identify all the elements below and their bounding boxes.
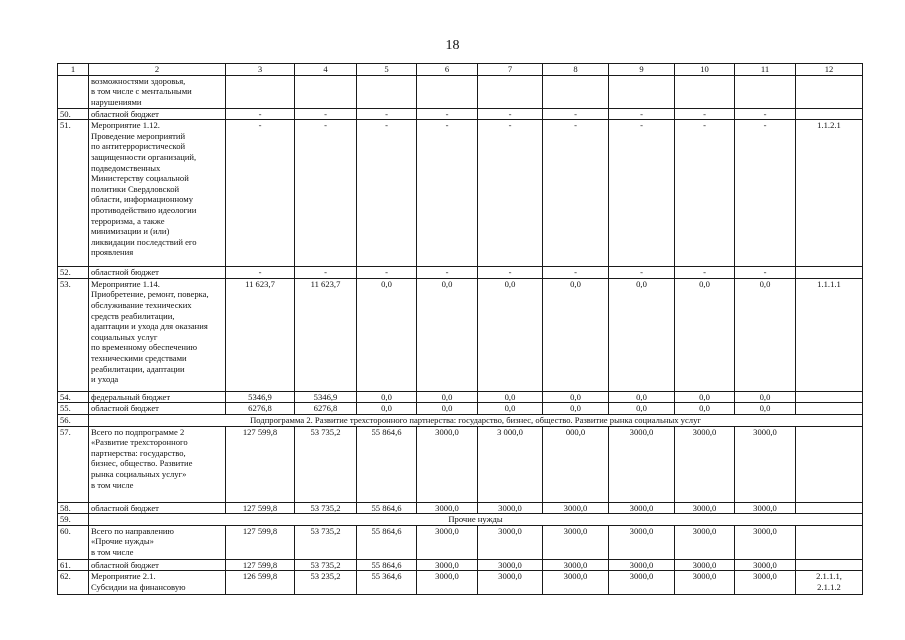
table-row [58, 571, 863, 595]
row-name: областной бюджет [89, 403, 226, 415]
value-cell: 0,0 [609, 391, 675, 403]
value-cell: 3000,0 [735, 571, 796, 595]
section-title: Прочие нужды [89, 514, 863, 526]
value-cell: 0,0 [609, 403, 675, 415]
row-name: областной бюджет [89, 108, 226, 120]
value-cell [609, 75, 675, 108]
value-cell: 127 599,8 [226, 502, 295, 514]
value-cell: - [675, 120, 735, 267]
value-cell [543, 75, 609, 108]
target-code: 1.1.1.1 [796, 278, 863, 391]
row-number: 58. [58, 502, 89, 514]
row-name: Мероприятие 1.14. Приобретение, ремонт, поверка, обслуживание технических средств реабилитации, адаптации и ухода для оказания социальных услуг по временному обеспечению техническими средствами реабилитации, адаптации и ухода [89, 278, 226, 391]
target-code [796, 108, 863, 120]
value-cell: 0,0 [543, 403, 609, 415]
value-cell: - [543, 267, 609, 279]
row-name: возможностями здоровья, в том числе с ментальными нарушениями [89, 75, 226, 108]
value-cell: 3000,0 [675, 525, 735, 559]
value-cell: 3000,0 [478, 525, 543, 559]
value-cell: - [357, 108, 417, 120]
value-cell: 000,0 [543, 426, 609, 502]
row-number: 53. [58, 278, 89, 391]
value-cell: - [295, 108, 357, 120]
column-header: 8 [543, 64, 609, 76]
row-name: Мероприятие 2.1. Субсидии на финансовую [89, 571, 226, 595]
value-cell: - [417, 267, 478, 279]
value-cell: - [675, 267, 735, 279]
value-cell: 0,0 [675, 391, 735, 403]
row-name: областной бюджет [89, 559, 226, 571]
column-header: 4 [295, 64, 357, 76]
value-cell [675, 75, 735, 108]
value-cell: 0,0 [735, 403, 796, 415]
value-cell: 3000,0 [735, 525, 796, 559]
table-row [58, 403, 863, 415]
section-row [58, 514, 863, 526]
value-cell: 55 364,6 [357, 571, 417, 595]
value-cell: 3000,0 [417, 426, 478, 502]
budget-table [57, 63, 863, 595]
value-cell: 0,0 [478, 391, 543, 403]
column-header: 1 [58, 64, 89, 76]
value-cell: 0,0 [478, 278, 543, 391]
value-cell: 5346,9 [295, 391, 357, 403]
column-header: 3 [226, 64, 295, 76]
value-cell: 53 235,2 [295, 571, 357, 595]
table-row [58, 559, 863, 571]
value-cell: 0,0 [357, 403, 417, 415]
value-cell: 0,0 [417, 278, 478, 391]
value-cell: 3000,0 [675, 559, 735, 571]
section-row [58, 414, 863, 426]
table-row [58, 391, 863, 403]
value-cell: 0,0 [735, 278, 796, 391]
value-cell: 3000,0 [478, 559, 543, 571]
value-cell: - [543, 120, 609, 267]
value-cell: - [735, 267, 796, 279]
target-code [796, 525, 863, 559]
value-cell [295, 75, 357, 108]
value-cell: 3000,0 [735, 502, 796, 514]
value-cell: 3000,0 [417, 502, 478, 514]
row-name: Всего по направлению «Прочие нужды» в том числе [89, 525, 226, 559]
column-header: 5 [357, 64, 417, 76]
value-cell: - [295, 120, 357, 267]
page-number: 18 [445, 38, 460, 53]
value-cell: 55 864,6 [357, 559, 417, 571]
table-row [58, 278, 863, 391]
value-cell: 3000,0 [543, 502, 609, 514]
value-cell: - [226, 120, 295, 267]
value-cell: - [675, 108, 735, 120]
value-cell: 0,0 [478, 403, 543, 415]
value-cell: 0,0 [543, 391, 609, 403]
row-number: 59. [58, 514, 89, 526]
value-cell: 0,0 [675, 403, 735, 415]
row-number [58, 75, 89, 108]
value-cell: 3000,0 [609, 559, 675, 571]
target-code [796, 75, 863, 108]
value-cell: 0,0 [357, 391, 417, 403]
value-cell: 3000,0 [543, 525, 609, 559]
value-cell: 3000,0 [543, 559, 609, 571]
row-number: 60. [58, 525, 89, 559]
value-cell: 3000,0 [543, 571, 609, 595]
value-cell: 0,0 [543, 278, 609, 391]
target-code [796, 403, 863, 415]
row-number: 56. [58, 414, 89, 426]
target-code: 1.1.2.1 [796, 120, 863, 267]
column-header: 6 [417, 64, 478, 76]
value-cell [226, 75, 295, 108]
value-cell: 55 864,6 [357, 525, 417, 559]
section-title: Подпрограмма 2. Развитие трехсторонного партнерства: государство, бизнес, общество. Развитие рынка социальных услуг [89, 414, 863, 426]
value-cell: - [609, 120, 675, 267]
row-number: 55. [58, 403, 89, 415]
value-cell: 0,0 [357, 278, 417, 391]
row-name: Всего по подпрограмме 2 «Развитие трехсторонного партнерства: государство, бизнес, общество. Развитие рынка социальных услуг» в том числе [89, 426, 226, 502]
column-header: 12 [796, 64, 863, 76]
value-cell: - [417, 120, 478, 267]
value-cell: 3000,0 [609, 426, 675, 502]
value-cell: 3000,0 [675, 502, 735, 514]
value-cell: - [478, 267, 543, 279]
value-cell: - [735, 120, 796, 267]
target-code: 2.1.1.1, 2.1.1.2 [796, 571, 863, 595]
column-header: 2 [89, 64, 226, 76]
value-cell: 127 599,8 [226, 525, 295, 559]
value-cell: 3000,0 [417, 559, 478, 571]
row-number: 57. [58, 426, 89, 502]
value-cell: 3000,0 [735, 559, 796, 571]
value-cell: 0,0 [417, 403, 478, 415]
value-cell: 55 864,6 [357, 502, 417, 514]
value-cell: 3000,0 [478, 502, 543, 514]
row-name: федеральный бюджет [89, 391, 226, 403]
value-cell: 3000,0 [417, 571, 478, 595]
value-cell: 55 864,6 [357, 426, 417, 502]
value-cell: 53 735,2 [295, 502, 357, 514]
value-cell: - [478, 120, 543, 267]
header-row [58, 64, 863, 76]
value-cell: - [478, 108, 543, 120]
value-cell: 0,0 [675, 278, 735, 391]
row-number: 54. [58, 391, 89, 403]
target-code [796, 502, 863, 514]
value-cell: - [609, 267, 675, 279]
value-cell: 3000,0 [478, 571, 543, 595]
value-cell: 126 599,8 [226, 571, 295, 595]
row-number: 51. [58, 120, 89, 267]
value-cell: 0,0 [735, 391, 796, 403]
table-row [58, 525, 863, 559]
value-cell: 3000,0 [735, 426, 796, 502]
value-cell: 0,0 [609, 278, 675, 391]
value-cell [735, 75, 796, 108]
value-cell: 0,0 [417, 391, 478, 403]
column-header: 7 [478, 64, 543, 76]
table-row [58, 75, 863, 108]
target-code [796, 391, 863, 403]
value-cell: - [295, 267, 357, 279]
table-row [58, 108, 863, 120]
target-code [796, 559, 863, 571]
value-cell: - [357, 267, 417, 279]
value-cell: 3 000,0 [478, 426, 543, 502]
value-cell: 3000,0 [417, 525, 478, 559]
row-number: 61. [58, 559, 89, 571]
value-cell: - [543, 108, 609, 120]
column-header: 9 [609, 64, 675, 76]
column-header: 10 [675, 64, 735, 76]
value-cell: 3000,0 [609, 502, 675, 514]
table-row [58, 120, 863, 267]
table-row [58, 267, 863, 279]
row-name: Мероприятие 1.12. Проведение мероприятий по антитеррористической защищенности организаций, подведомственных Министерству социальной политики Свердловской области, информационному противодействию идеологии терроризма, а также минимизации и (или) ликвидации последствий его проявления [89, 120, 226, 267]
value-cell: 3000,0 [609, 525, 675, 559]
value-cell: 127 599,8 [226, 426, 295, 502]
value-cell: - [735, 108, 796, 120]
row-number: 62. [58, 571, 89, 595]
value-cell: 53 735,2 [295, 426, 357, 502]
value-cell: - [609, 108, 675, 120]
value-cell: 53 735,2 [295, 525, 357, 559]
value-cell: 127 599,8 [226, 559, 295, 571]
target-code [796, 267, 863, 279]
value-cell: 3000,0 [675, 426, 735, 502]
value-cell: 11 623,7 [295, 278, 357, 391]
row-name: областной бюджет [89, 502, 226, 514]
row-number: 52. [58, 267, 89, 279]
row-number: 50. [58, 108, 89, 120]
value-cell: 6276,8 [295, 403, 357, 415]
value-cell [357, 75, 417, 108]
value-cell: 11 623,7 [226, 278, 295, 391]
value-cell: 5346,9 [226, 391, 295, 403]
value-cell: 3000,0 [609, 571, 675, 595]
row-name: областной бюджет [89, 267, 226, 279]
target-code [796, 426, 863, 502]
value-cell: 3000,0 [675, 571, 735, 595]
value-cell: 6276,8 [226, 403, 295, 415]
value-cell [478, 75, 543, 108]
value-cell: - [357, 120, 417, 267]
value-cell: - [226, 267, 295, 279]
table-row [58, 502, 863, 514]
value-cell [417, 75, 478, 108]
value-cell: - [226, 108, 295, 120]
value-cell: 53 735,2 [295, 559, 357, 571]
value-cell: - [417, 108, 478, 120]
table-row [58, 426, 863, 502]
column-header: 11 [735, 64, 796, 76]
